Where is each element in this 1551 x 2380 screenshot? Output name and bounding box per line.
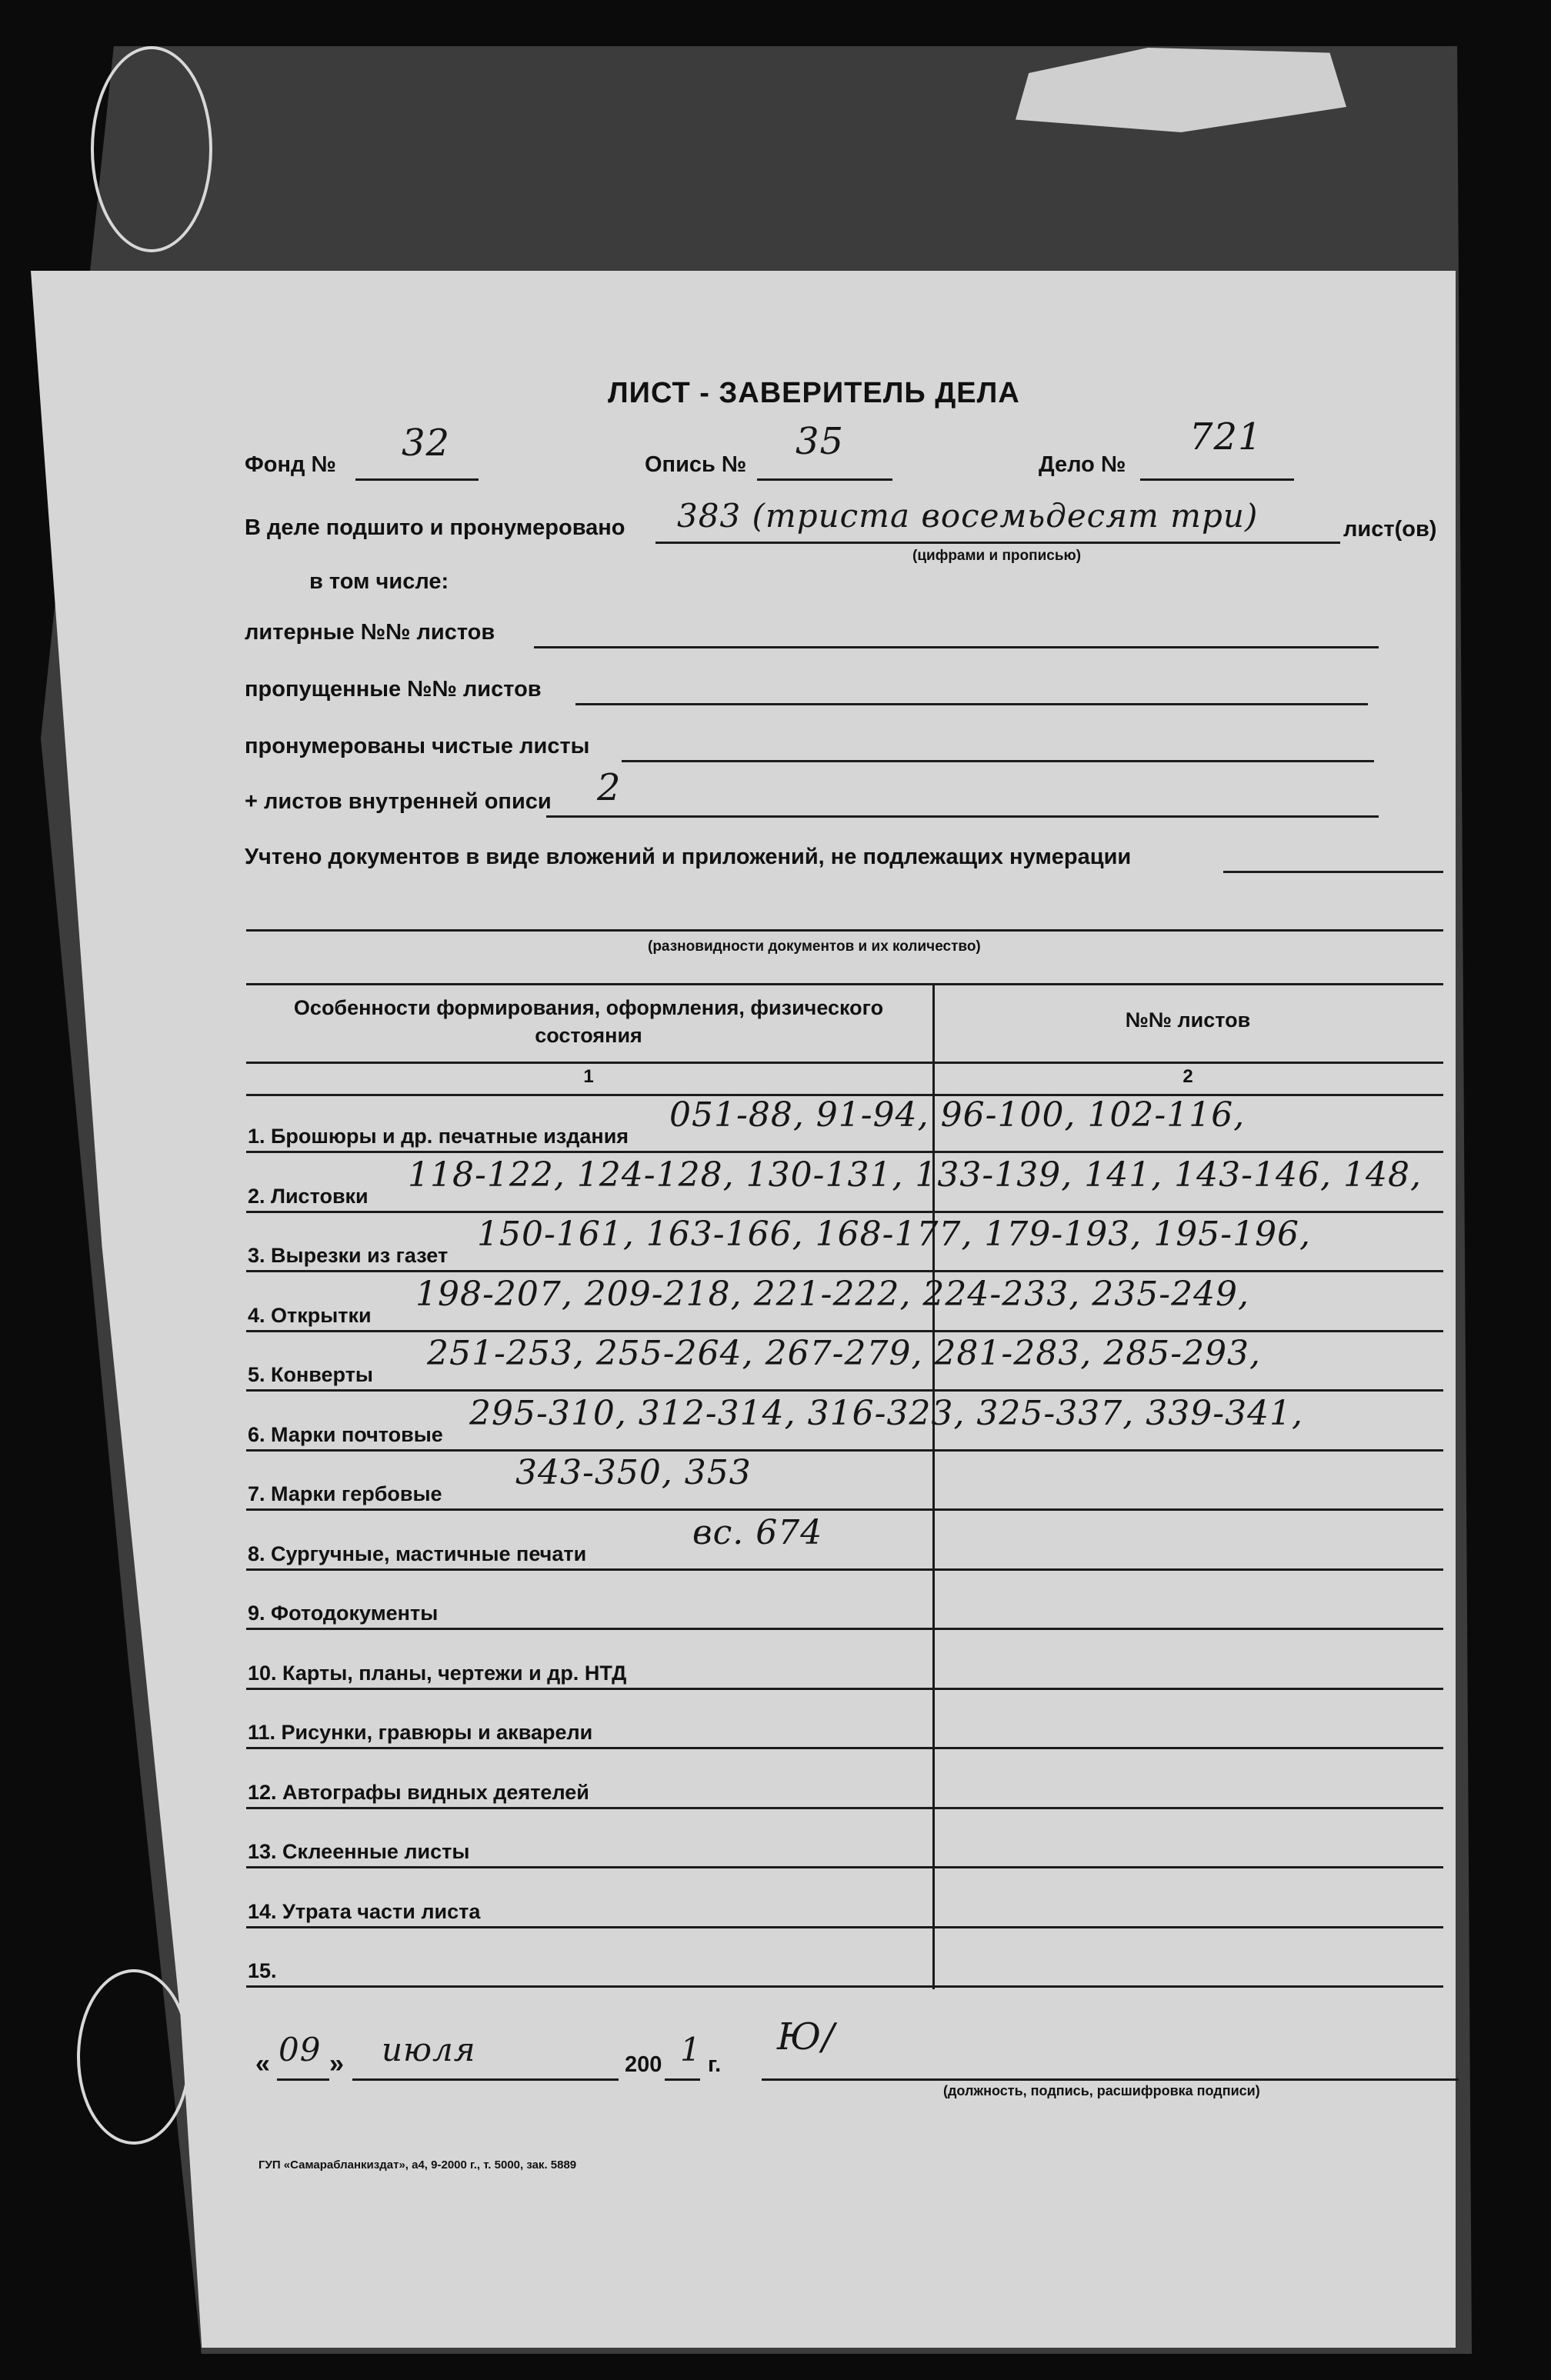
fond-label: Фонд № [245,452,336,477]
table-row-label: 13. Склеенные листы [248,1840,470,1863]
inner-line [546,815,1379,818]
table-row-line [246,1151,1443,1153]
delo-value: 721 [1189,415,1262,458]
date-year-suffix: г. [708,2052,722,2077]
table-row-value: 118-122, 124-128, 130-131, 133-139, 141, 143-146, 148, [408,1155,1422,1195]
date-month-line [352,2078,619,2081]
missed-label: пропущенные №№ листов [245,677,542,702]
date-year-digit: 1 [680,2031,702,2068]
binding-string [91,46,212,252]
signature-line [762,2078,1459,2081]
attached-label: Учтено документов в виде вложений и приложений, не подлежащих нумерации [245,845,1132,869]
table-row-label: 3. Вырезки из газет [248,1244,449,1267]
date-year-prefix: 200 [625,2052,662,2077]
table-row-value: 343-350, 353 [515,1453,752,1492]
date-year-line [665,2078,700,2081]
attached-line-2 [246,929,1443,932]
missed-line [575,703,1368,705]
table-row-value: 295-310, 312-314, 316-323, 325-337, 339-341, [469,1393,1304,1433]
table-row-line [246,1628,1443,1630]
table-row-line [246,1449,1443,1452]
table-row-line [246,1926,1443,1928]
opis-value: 35 [796,420,845,463]
table-row-label: 9. Фотодокументы [248,1602,439,1625]
signature-mark: Ю/ [777,2015,836,2058]
attached-line-1 [1223,871,1443,873]
table-row-value: 251-253, 255-264, 267-279, 281-283, 285-293, [427,1334,1262,1373]
literal-line [534,646,1379,648]
table-row-line [246,1389,1443,1392]
delo-label: Дело № [1039,452,1126,477]
table-row-line [246,1508,1443,1511]
table-row-line [246,1985,1443,1988]
blank-label: пронумерованы чистые листы [245,734,590,758]
fond-line [355,478,479,481]
table-row-value: вс. 674 [692,1512,823,1552]
table-row-label: 10. Карты, планы, чертежи и др. НТД [248,1661,627,1685]
table-row-label: 6. Марки почтовые [248,1422,443,1446]
printer-imprint: ГУП «Самарабланкиздат», а4, 9-2000 г., т. 5000, зак. 5889 [258,2158,577,2172]
opis-line [757,478,892,481]
sewn-line [655,542,1340,544]
opis-label: Опись № [645,452,747,477]
table-row-label: 11. Рисунки, гравюры и акварели [248,1721,593,1744]
table-row-label: 4. Открытки [248,1303,372,1327]
col1-number: 1 [583,1066,594,1087]
blank-line [622,760,1374,762]
table-row-label: 5. Конверты [248,1363,373,1386]
table-row-line [246,1866,1443,1868]
fond-value: 32 [402,422,451,465]
table-row-label: 12. Автографы видных деятелей [248,1780,589,1804]
table-row-label: 1. Брошюры и др. печатные издания [248,1125,629,1148]
date-day-line [277,2078,329,2081]
digits-note: (цифрами и прописью) [912,548,1082,564]
table-row-label: 8. Сургучные, мастичные печати [248,1542,587,1565]
table-row-value: 198-207, 209-218, 221-222, 224-233, 235-249, [415,1274,1250,1314]
table-row-line [246,1688,1443,1690]
table-top-border [246,983,1443,985]
signature-note: (должность, подпись, расшифровка подписи) [943,2083,1260,2098]
table-row-line [246,1747,1443,1749]
table-row-label: 2. Листовки [248,1184,369,1208]
date-quote-close: » [329,2049,344,2078]
table-row-label: 15. [248,1959,277,1982]
delo-line [1140,478,1294,481]
sheets-suffix: лист(ов) [1343,517,1437,542]
col2-number: 2 [1182,1066,1193,1087]
table-row-line [246,1211,1443,1213]
literal-label: литерные №№ листов [245,620,495,645]
attached-note: (разновидности документов и их количество) [648,938,981,955]
date-day: 09 [279,2031,322,2068]
table-row-label: 14. Утрата части листа [248,1899,481,1923]
binding-string [77,1969,191,2145]
including-label: в том числе: [309,569,449,594]
table-row-line [246,1270,1443,1272]
table-row-line [246,1330,1443,1332]
table-row-line [246,1568,1443,1571]
table-row-label: 7. Марки гербовые [248,1482,442,1505]
col2-header: №№ листов [1125,1008,1251,1032]
table-row-value: 051-88, 91-94, 96-100, 102-116, [669,1095,1246,1135]
col1-header: Особенности формирования, оформления, физического состояния [293,996,884,1047]
table-row-value: 150-161, 163-166, 168-177, 179-193, 195-196, [477,1215,1312,1254]
date-month: июля [382,2031,476,2068]
date-quote-open: « [255,2049,270,2078]
sewn-label: В деле подшито и пронумеровано [245,515,625,540]
inner-label: + листов внутренней описи [245,789,552,814]
table-row-line [246,1807,1443,1809]
form-title: ЛИСТ - ЗАВЕРИТЕЛЬ ДЕЛА [608,377,1020,409]
sewn-value: 383 (триста восемьдесят три) [677,497,1259,535]
inner-value: 2 [597,766,622,809]
